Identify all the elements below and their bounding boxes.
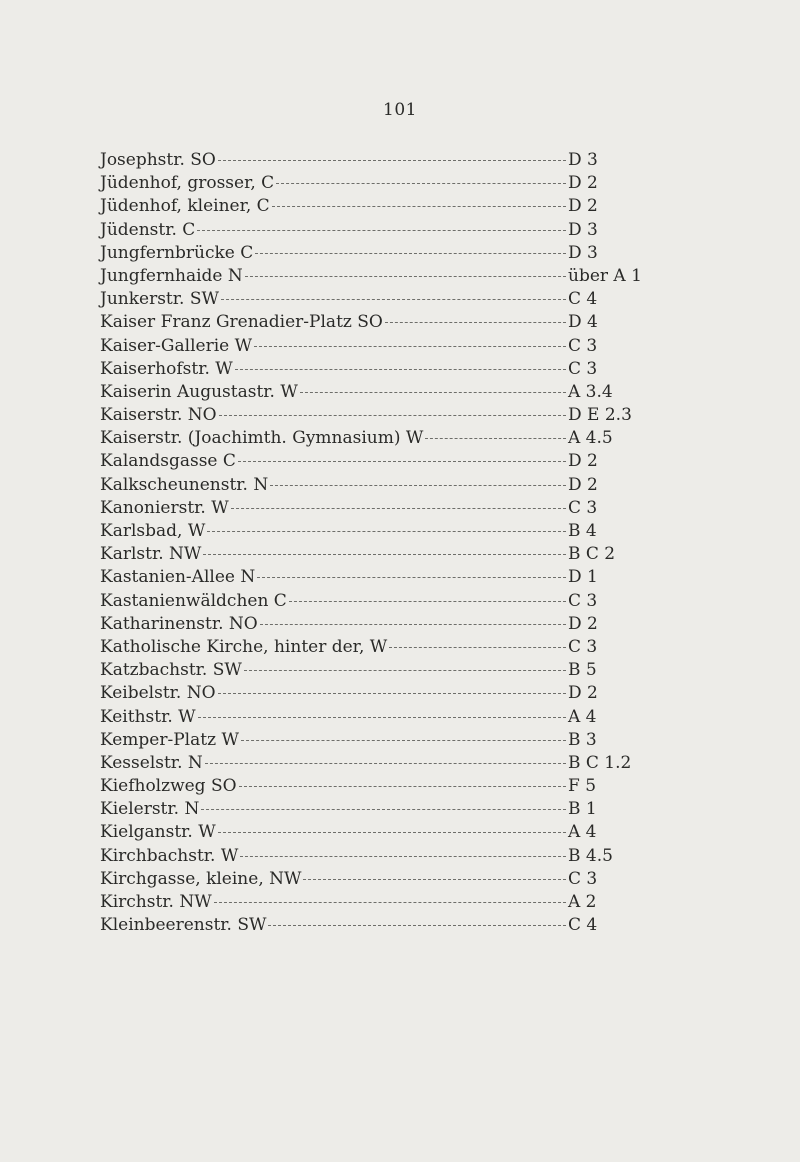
index-entry	[100, 798, 660, 821]
index-entry	[100, 845, 660, 868]
dotted-leader	[244, 670, 566, 671]
street-name: Jüdenhof, grosser, C	[100, 173, 275, 194]
dotted-leader	[276, 183, 566, 184]
map-grid-reference: D 2	[568, 683, 598, 704]
street-name: Kastanienwäldchen C	[100, 590, 287, 611]
street-name: Kalkscheunenstr. N	[100, 474, 269, 495]
dotted-leader	[221, 299, 566, 300]
dotted-leader	[255, 253, 566, 254]
street-name: Jungfernbrücke C	[100, 242, 254, 263]
map-grid-reference: C 3	[568, 868, 598, 889]
dotted-leader	[425, 438, 566, 439]
map-grid-reference: D 3	[568, 219, 598, 240]
street-name: Keibelstr. NO	[100, 683, 216, 704]
map-grid-reference: D 3	[568, 242, 598, 263]
index-entry	[100, 358, 660, 381]
dotted-leader	[245, 276, 566, 277]
index-entry	[100, 891, 660, 914]
index-entry	[100, 335, 660, 358]
map-grid-reference: D 2	[568, 173, 598, 194]
index-entry	[100, 149, 660, 172]
map-grid-reference: D 2	[568, 196, 598, 217]
street-name: Kaiser Franz Grenadier-Platz SO	[100, 312, 383, 333]
map-grid-reference: über A 1	[568, 265, 642, 286]
street-index-list	[100, 149, 660, 937]
index-entry	[100, 914, 660, 937]
index-entry	[100, 543, 660, 566]
dotted-leader	[257, 577, 566, 578]
map-grid-reference: B 4	[568, 521, 597, 541]
map-grid-reference: A 4.5	[568, 428, 613, 449]
map-grid-reference: A 2	[568, 892, 597, 912]
index-entry	[100, 682, 660, 705]
index-entry	[100, 427, 660, 450]
street-name: Jüdenstr. C	[100, 219, 196, 240]
index-entry	[100, 520, 660, 543]
street-name: Karlstr. NW	[100, 544, 202, 565]
dotted-leader	[205, 763, 566, 764]
street-name: Kielerstr. N	[100, 799, 200, 820]
dotted-leader	[218, 693, 566, 694]
dotted-leader	[289, 601, 566, 602]
dotted-leader	[198, 717, 566, 718]
street-name: Katharinenstr. NO	[100, 613, 258, 634]
dotted-leader	[238, 461, 566, 462]
map-grid-reference: C 3	[568, 335, 598, 356]
map-grid-reference: C 4	[568, 289, 598, 310]
index-entry	[100, 219, 660, 242]
street-name: Kaiserstr. (Joachimth. Gymnasium) W	[100, 428, 424, 449]
index-entry	[100, 195, 660, 218]
map-grid-reference: B 3	[568, 729, 597, 750]
street-name: Katholische Kirche, hinter der, W	[100, 636, 388, 657]
index-entry	[100, 659, 660, 682]
map-grid-reference: A 4	[568, 822, 597, 843]
street-name: Josephstr. SO	[100, 150, 216, 170]
dotted-leader	[218, 160, 566, 161]
dotted-leader	[218, 832, 566, 833]
street-name: Kaiserhofstr. W	[100, 358, 233, 379]
dotted-leader	[272, 206, 566, 207]
index-entry	[100, 265, 660, 288]
index-entry	[100, 566, 660, 589]
index-entry	[100, 775, 660, 798]
street-name: Kirchbachstr. W	[100, 845, 239, 866]
street-name: Kaiserin Augustastr. W	[100, 381, 298, 402]
index-entry	[100, 636, 660, 659]
dotted-leader	[389, 647, 566, 648]
index-entry	[100, 497, 660, 520]
street-name: Kiefholzweg SO	[100, 776, 237, 797]
street-name: Kastanien-Allee N	[100, 567, 256, 588]
street-name: Kalandsgasse C	[100, 451, 236, 472]
map-grid-reference: C 3	[568, 497, 598, 518]
dotted-leader	[219, 415, 566, 416]
street-name: Kanonierstr. W	[100, 497, 229, 518]
street-name: Karlsbad, W	[100, 521, 206, 541]
index-entry	[100, 288, 660, 311]
map-grid-reference: F 5	[568, 776, 597, 797]
street-name: Kesselstr. N	[100, 752, 203, 773]
dotted-leader	[303, 879, 566, 880]
map-grid-reference: B C 1.2	[568, 752, 632, 773]
street-name: Kirchgasse, kleine, NW	[100, 868, 302, 889]
index-entry	[100, 172, 660, 195]
index-entry	[100, 404, 660, 427]
map-grid-reference: B 4.5	[568, 845, 613, 866]
map-grid-reference: D 2	[568, 451, 598, 472]
index-entry	[100, 752, 660, 775]
index-entry	[100, 311, 660, 334]
dotted-leader	[214, 902, 566, 903]
index-entry	[100, 613, 660, 636]
map-grid-reference: C 3	[568, 636, 598, 657]
map-grid-reference: D E 2.3	[568, 405, 632, 426]
dotted-leader	[270, 485, 566, 486]
street-name: Kirchstr. NW	[100, 892, 212, 912]
map-grid-reference: D 4	[568, 312, 598, 333]
dotted-leader	[207, 531, 566, 532]
map-grid-reference: A 3.4	[568, 381, 613, 402]
street-name: Katzbachstr. SW	[100, 660, 242, 681]
index-entry	[100, 381, 660, 404]
street-name: Junkerstr. SW	[100, 289, 219, 310]
map-grid-reference: D 2	[568, 613, 598, 634]
index-entry	[100, 868, 660, 891]
index-entry	[100, 474, 660, 497]
index-entry	[100, 590, 660, 613]
dotted-leader	[260, 624, 566, 625]
index-entry	[100, 821, 660, 844]
dotted-leader	[201, 809, 566, 810]
dotted-leader	[268, 925, 566, 926]
page-number: 101	[383, 100, 417, 120]
map-grid-reference: B C 2	[568, 544, 616, 565]
street-name: Keithstr. W	[100, 706, 196, 727]
dotted-leader	[197, 230, 566, 231]
dotted-leader	[254, 346, 566, 347]
map-grid-reference: C 3	[568, 590, 598, 611]
dotted-leader	[235, 369, 566, 370]
dotted-leader	[241, 740, 566, 741]
map-grid-reference: D 1	[568, 567, 598, 588]
dotted-leader	[203, 554, 566, 555]
map-grid-reference: A 4	[568, 706, 597, 727]
street-name: Kleinbeerenstr. SW	[100, 915, 267, 936]
map-grid-reference: D 2	[568, 474, 598, 495]
street-name: Jüdenhof, kleiner, C	[100, 196, 270, 217]
street-name: Kielganstr. W	[100, 822, 216, 843]
map-grid-reference: B 5	[568, 660, 597, 681]
index-entry	[100, 706, 660, 729]
map-grid-reference: C 3	[568, 358, 598, 379]
dotted-leader	[239, 786, 566, 787]
index-entry	[100, 450, 660, 473]
map-grid-reference: D 3	[568, 150, 598, 170]
map-grid-reference: B 1	[568, 799, 597, 820]
street-name: Kaiser-Gallerie W	[100, 335, 253, 356]
street-name: Kaiserstr. NO	[100, 405, 217, 426]
index-entry	[100, 242, 660, 265]
dotted-leader	[385, 322, 566, 323]
map-grid-reference: C 4	[568, 915, 598, 936]
index-entry	[100, 729, 660, 752]
dotted-leader	[231, 508, 566, 509]
street-name: Jungfernhaide N	[100, 265, 243, 286]
street-name: Kemper-Platz W	[100, 729, 239, 750]
dotted-leader	[240, 856, 566, 857]
dotted-leader	[300, 392, 566, 393]
